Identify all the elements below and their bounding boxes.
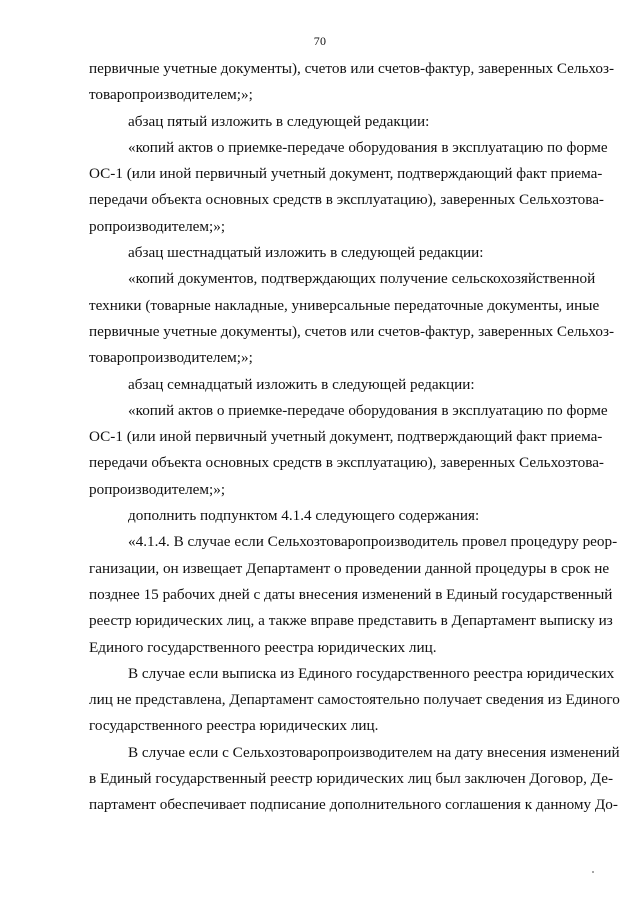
text-line: «копий актов о приемке-передаче оборудования в эксплуатацию по форме — [128, 401, 608, 419]
page-number: 70 — [313, 34, 327, 48]
text-line: Единого государственного реестра юридических лиц. — [89, 638, 437, 656]
text-line: товаропроизводителем;»; — [89, 349, 253, 367]
text-line: В случае если выписка из Единого государственного реестра юридических — [128, 664, 615, 682]
text-line: ганизации, он извещает Департамент о проведении данной процедуры в срок не — [89, 559, 610, 577]
text-line: абзац пятый изложить в следующей редакции: — [128, 112, 430, 130]
text-line: в Единый государственный реестр юридических лиц был заключен Договор, Де- — [89, 770, 614, 788]
text-line: В случае если с Сельхозтоваропроизводителем на дату внесения изменений — [128, 743, 620, 761]
text-line: абзац шестнадцатый изложить в следующей редакции: — [128, 244, 484, 262]
text-line: товаропроизводителем;»; — [89, 86, 253, 104]
text-line: «копий документов, подтверждающих получение сельскохозяйственной — [128, 270, 596, 288]
document-body — [89, 56, 620, 819]
text-line: абзац семнадцатый изложить в следующей редакции: — [128, 375, 475, 393]
text-line: лиц не представлена, Департамент самостоятельно получает сведения из Единого — [89, 691, 620, 709]
text-line: ропроизводителем;»; — [89, 217, 226, 235]
text-line: ОС-1 (или иной первичный учетный документ, подтверждающий факт приема- — [89, 165, 603, 183]
text-line: государственного реестра юридических лиц. — [89, 717, 379, 735]
text-line: «4.1.4. В случае если Сельхозтоваропроизводитель провел процедуру реор- — [128, 533, 618, 551]
scan-artifact — [592, 871, 594, 873]
text-line: реестр юридических лиц, а также вправе представить в Департамент выписку из — [89, 612, 613, 630]
text-line: передачи объекта основных средств в эксплуатацию), заверенных Сельхозтова- — [89, 454, 604, 472]
text-line: дополнить подпунктом 4.1.4 следующего содержания: — [128, 507, 480, 525]
text-line: первичные учетные документы), счетов или счетов-фактур, заверенных Сельхоз- — [89, 60, 615, 77]
text-line: техники (товарные накладные, универсальные передаточные документы, иные — [89, 296, 600, 314]
text-line: позднее 15 рабочих дней с даты внесения изменений в Единый государственный — [89, 585, 613, 603]
text-line: «копий актов о приемке-передаче оборудования в эксплуатацию по форме — [128, 138, 608, 156]
text-line: ропроизводителем;»; — [89, 480, 226, 498]
text-line: партамент обеспечивает подписание дополнительного соглашения к данному До- — [89, 796, 618, 814]
text-line: ОС-1 (или иной первичный учетный документ, подтверждающий факт приема- — [89, 428, 603, 446]
text-line: первичные учетные документы), счетов или счетов-фактур, заверенных Сельхоз- — [89, 322, 615, 340]
text-line: передачи объекта основных средств в эксплуатацию), заверенных Сельхозтова- — [89, 191, 604, 209]
